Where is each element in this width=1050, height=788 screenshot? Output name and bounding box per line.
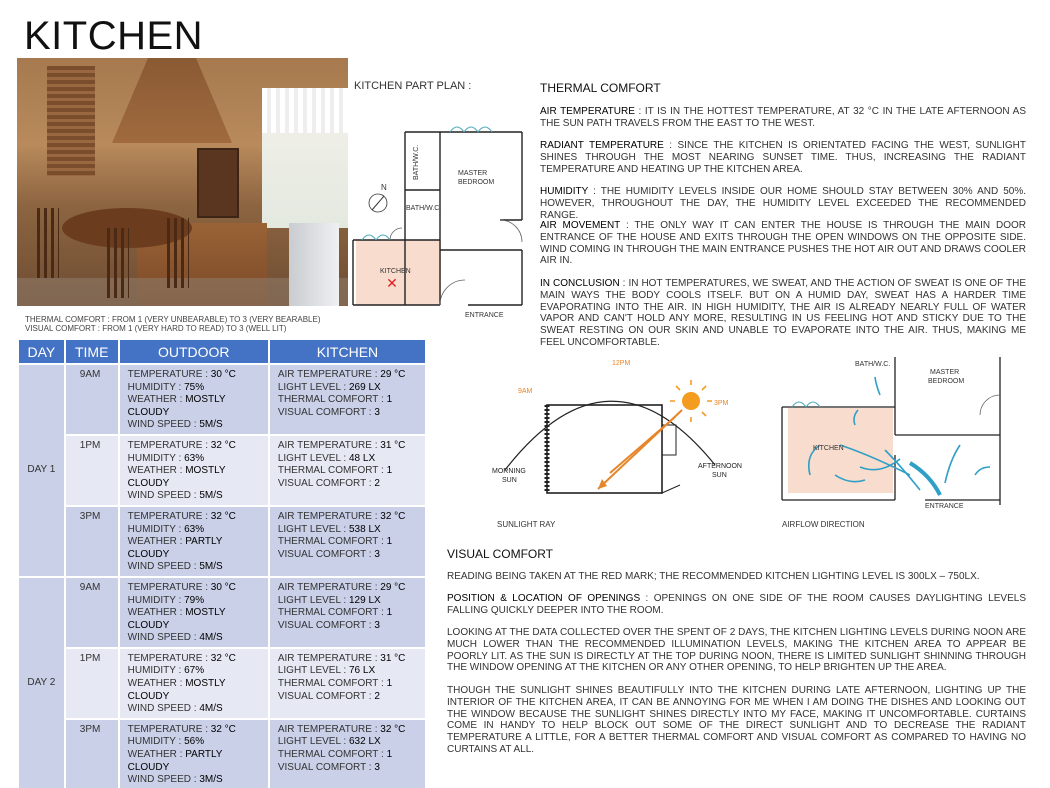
label-3pm: 3PM — [714, 400, 729, 407]
outdoor-reading: WIND SPEED : 4M/S — [127, 703, 223, 715]
kitchen-reading: AIR TEMPERATURE : 31 °C — [277, 652, 406, 664]
kitchen-reading: LIGHT LEVEL : 129 LX — [277, 594, 381, 606]
air-temperature-paragraph: AIR TEMPERATURE : IT IS IN THE HOTTEST TEMPERATURE, AT 32 °C IN THE LATE AFTERNOON AS THE SUN PATH TRAVELS FROM THE EAST TO THE WEST. — [540, 106, 1026, 129]
north-arrow-icon — [369, 194, 387, 212]
kitchen-reading: AIR TEMPERATURE : 31 °C — [277, 439, 406, 451]
svg-text:SUN: SUN — [712, 472, 727, 479]
airflow-caption: AIRFLOW DIRECTION — [782, 520, 865, 529]
airflow-diagram — [780, 355, 1010, 515]
outdoor-readings-cell — [119, 577, 269, 648]
outdoor-reading: TEMPERATURE : 32 °C — [127, 723, 236, 735]
table-row — [18, 364, 426, 435]
plan-entrance-label: ENTRANCE — [465, 312, 504, 319]
page-title: KITCHEN — [24, 14, 204, 58]
measurement-table — [17, 338, 427, 788]
kitchen-readings-cell — [269, 364, 426, 435]
air-movement-paragraph: AIR MOVEMENT : THE ONLY WAY IT CAN ENTER THE HOUSE IS THROUGH THE MAIN DOOR ENTRANCE OF THE HOUSE AND EXITS THROUGH THE OPEN WINDOWS ON THE OPPOSITE SIDE. WIND COMING IN THROUGH THE MAIN ENTRANCE PUSHES THE HOT AIR OUT AND DRAWS COOLER AIR IN. — [540, 220, 1026, 267]
plan-master-label: MASTER — [458, 170, 488, 177]
thermal-comfort-heading: THERMAL COMFORT — [540, 81, 661, 95]
plan-master-label-2: BEDROOM — [458, 179, 495, 186]
kitchen-reading: LIGHT LEVEL : 632 LX — [277, 736, 381, 748]
photo-curtain — [262, 88, 348, 133]
time-cell: 3PM — [65, 506, 119, 577]
column-header-day: DAY — [18, 339, 65, 364]
outdoor-reading: TEMPERATURE : 32 °C — [127, 439, 236, 451]
outdoor-reading: WIND SPEED : 5M/S — [127, 419, 223, 431]
table-row — [18, 435, 426, 506]
day-cell: DAY 2 — [18, 577, 65, 788]
outdoor-reading: WEATHER : PARTLY CLOUDY — [127, 749, 223, 773]
label-9am: 9AM — [518, 388, 533, 395]
outdoor-reading: HUMIDITY : 75% — [127, 381, 205, 393]
radiant-temperature-paragraph: RADIANT TEMPERATURE : SINCE THE KITCHEN IS ORIENTATED FACING THE WEST, SUNLIGHT SHINES THROUGH THE MOST NEARING SUNSET TIME. THUS, INCREASING THE RADIANT TEMPERATURE AND HEATING UP THE KITCHEN AREA. — [540, 140, 1026, 175]
kitchen-reading: VISUAL COMFORT : 3 — [277, 619, 380, 631]
photo-chair — [167, 218, 189, 288]
kitchen-readings-cell — [269, 648, 426, 719]
visual-comfort-heading: VISUAL COMFORT — [447, 547, 554, 561]
kitchen-reading: THERMAL COMFORT : 1 — [277, 536, 393, 548]
svg-text:SUN: SUN — [502, 477, 517, 484]
kitchen-readings-cell — [269, 719, 426, 788]
column-header-kitchen: KITCHEN — [269, 339, 426, 364]
kitchen-reading: VISUAL COMFORT : 3 — [277, 406, 380, 418]
outdoor-reading: HUMIDITY : 67% — [127, 665, 205, 677]
day-cell: DAY 1 — [18, 364, 65, 577]
kitchen-reading: VISUAL COMFORT : 3 — [277, 548, 380, 560]
conclusion-paragraph: IN CONCLUSION : IN HOT TEMPERATURES, WE SWEAT, AND THE ACTION OF SWEAT IS ONE OF THE MAIN WAYS THE BODY COOLS ITSELF. BUT ON A HUMID DAY, SWEAT HAS A HARDER TIME EVAPORATING INTO THE AIR. IN HIGH HUMIDITY, THE AIR IS ALREADY NEARLY FULL OF WATER VAPOR AND CAN'T HOLD ANY MORE, RESULTING IN US FEELING HOT AND STICKY DUE TO THE SWEAT RESTING ON OUR SKIN AND UNABLE TO EVAPORATE INTO THE AIR. THUS, MAKING ME FEEL UNCOMFORTABLE. — [540, 278, 1027, 348]
label-12pm: 12PM — [612, 360, 631, 367]
sun-path-diagram — [490, 355, 750, 515]
outdoor-readings-cell — [119, 506, 269, 577]
table-row — [18, 648, 426, 719]
outdoor-readings-cell — [119, 648, 269, 719]
column-header-outdoor: OUTDOOR — [119, 339, 269, 364]
air-bath-label: BATH/W.C. — [855, 361, 891, 368]
plan-bath-label-2: BATH/W.C. — [406, 205, 442, 212]
sunlight-ray-caption: SUNLIGHT RAY — [497, 520, 556, 529]
outdoor-reading: WEATHER : MOSTLY CLOUDY — [127, 465, 226, 489]
kitchen-reading: LIGHT LEVEL : 538 LX — [277, 523, 381, 535]
kitchen-readings-cell — [269, 506, 426, 577]
kitchen-readings-cell — [269, 577, 426, 648]
air-master-label: MASTER — [930, 369, 960, 376]
kitchen-reading: LIGHT LEVEL : 48 LX — [277, 452, 376, 464]
plan-kitchen-label: KITCHEN — [380, 268, 411, 275]
time-cell: 1PM — [65, 435, 119, 506]
kitchen-reading: LIGHT LEVEL : 269 LX — [277, 381, 381, 393]
kitchen-reading: VISUAL COMFORT : 2 — [277, 477, 380, 489]
morning-sun-label: MORNING — [492, 468, 526, 475]
kitchen-readings-cell — [269, 435, 426, 506]
time-cell: 3PM — [65, 719, 119, 788]
outdoor-reading: TEMPERATURE : 32 °C — [127, 652, 236, 664]
kitchen-reading: AIR TEMPERATURE : 32 °C — [277, 510, 406, 522]
outdoor-reading: TEMPERATURE : 30 °C — [127, 581, 236, 593]
outdoor-reading: WEATHER : MOSTLY CLOUDY — [127, 607, 226, 631]
air-entrance-label: ENTRANCE — [925, 503, 964, 510]
photo-spice-rack — [197, 148, 239, 218]
kitchen-reading: AIR TEMPERATURE : 29 °C — [277, 581, 406, 593]
photo-chair — [37, 208, 59, 278]
air-kitchen-label: KITCHEN — [813, 445, 844, 452]
outdoor-reading: WEATHER : PARTLY CLOUDY — [127, 536, 223, 560]
outdoor-reading: HUMIDITY : 79% — [127, 594, 205, 606]
table-header-row — [18, 339, 426, 364]
plan-bath-label-1: BATH/W.C. — [413, 144, 420, 180]
kitchen-photo — [17, 58, 348, 306]
kitchen-reading: THERMAL COMFORT : 1 — [277, 465, 393, 477]
photo-water-dispenser — [289, 223, 339, 306]
outdoor-reading: WIND SPEED : 3M/S — [127, 774, 223, 786]
table-row — [18, 719, 426, 788]
outdoor-reading: HUMIDITY : 63% — [127, 523, 205, 535]
photo-range-hood — [112, 58, 232, 143]
kitchen-reading: VISUAL COMFORT : 2 — [277, 690, 380, 702]
outdoor-reading: WEATHER : MOSTLY CLOUDY — [127, 394, 226, 418]
kitchen-reading: AIR TEMPERATURE : 29 °C — [277, 369, 406, 380]
north-label: N — [381, 183, 387, 192]
reading-paragraph: READING BEING TAKEN AT THE RED MARK; THE RECOMMENDED KITCHEN LIGHTING LEVEL IS 300LX – 750LX. — [447, 571, 980, 582]
kitchen-reading: THERMAL COMFORT : 1 — [277, 749, 393, 761]
table-row — [18, 506, 426, 577]
kitchen-reading: THERMAL COMFORT : 1 — [277, 394, 393, 406]
table-row — [18, 577, 426, 648]
time-cell: 9AM — [65, 577, 119, 648]
column-header-time: TIME — [65, 339, 119, 364]
curtain-paragraph: THOUGH THE SUNLIGHT SHINES BEAUTIFULLY INTO THE KITCHEN DURING LATE AFTERNOON, LIGHTING UP THE INTERIOR OF THE KITCHEN AREA, IT CAN BE ANNOYING FOR ME WHEN I AM DOING THE DISHES AND LOOKING OUT THE WINDOW BECAUSE THE SUNLIGHT SHINES DIRECTLY INTO MY FACE, MAKING IT UNCOMFORTABLE. CURTAINS COME IN HANDY TO HELP BLOCK OUT SOME OF THE DIRECT SUNLIGHT AND TO DECREASE THE RADIANT TEMPERATURE A LITTLE, FOR A BETTER THERMAL COMFORT AND VISUAL COMFORT AS COMPARED TO HAVING NO CURTAINS AT ALL. — [447, 685, 1026, 755]
outdoor-reading: HUMIDITY : 56% — [127, 736, 205, 748]
reading-mark-icon: ✕ — [386, 275, 398, 291]
kitchen-reading: VISUAL COMFORT : 3 — [277, 761, 380, 773]
kitchen-reading: LIGHT LEVEL : 76 LX — [277, 665, 376, 677]
visual-scale-note: VISUAL COMFORT : FROM 1 (VERY HARD TO READ) TO 3 (WELL LIT) — [25, 324, 287, 333]
outdoor-reading: TEMPERATURE : 32 °C — [127, 510, 236, 522]
kitchen-part-plan — [350, 110, 530, 320]
outdoor-reading: WIND SPEED : 5M/S — [127, 490, 223, 502]
outdoor-readings-cell — [119, 435, 269, 506]
outdoor-reading: WEATHER : MOSTLY CLOUDY — [127, 678, 226, 702]
photo-shutter — [47, 66, 95, 176]
kitchen-reading: THERMAL COMFORT : 1 — [277, 607, 393, 619]
svg-text:BEDROOM: BEDROOM — [928, 378, 965, 385]
kitchen-reading: THERMAL COMFORT : 1 — [277, 678, 393, 690]
humidity-paragraph: HUMIDITY : THE HUMIDITY LEVELS INSIDE OUR HOME SHOULD STAY BETWEEN 30% AND 50%. HOWEVER, THROUGHOUT THE DAY, THE HUMIDITY LEVEL EXCEEDED THE RECOMMENDED RANGE. — [540, 186, 1026, 221]
outdoor-readings-cell — [119, 364, 269, 435]
outdoor-reading: HUMIDITY : 63% — [127, 452, 205, 464]
outdoor-reading: TEMPERATURE : 30 °C — [127, 369, 236, 380]
time-cell: 9AM — [65, 364, 119, 435]
outdoor-reading: WIND SPEED : 5M/S — [127, 561, 223, 573]
plan-label: KITCHEN PART PLAN : — [354, 80, 472, 92]
afternoon-sun-label: AFTERNOON — [698, 463, 742, 470]
outdoor-readings-cell — [119, 719, 269, 788]
lighting-data-paragraph: LOOKING AT THE DATA COLLECTED OVER THE SPENT OF 2 DAYS, THE KITCHEN LIGHTING LEVELS DURING NOON ARE MUCH LOWER THAN THE RECOMMENDED ILLUMINATION LEVELS, MAKING THE KITCHEN AREA TO APPEAR BE POORLY LIT. AS THE SUN IS DIRECTLY AT THE TOP DURING NOON, THERE IS LIMITED SUNLIGHT SHINNING THROUGH THE WINDOW OPENING AT THE KITCHEN OR ANY OTHER OPENING, TO HELP BRIGHTEN UP THE AREA. — [447, 627, 1026, 674]
openings-paragraph: POSITION & LOCATION OF OPENINGS : OPENINGS ON ONE SIDE OF THE ROOM CAUSES DAYLIGHTING LEVELS FALLING QUICKLY DEEPER INTO THE ROOM. — [447, 593, 1026, 616]
thermal-scale-note: THERMAL COMFORT : FROM 1 (VERY UNBEARABLE) TO 3 (VERY BEARABLE) — [25, 315, 321, 324]
kitchen-reading: AIR TEMPERATURE : 32 °C — [277, 723, 406, 735]
time-cell: 1PM — [65, 648, 119, 719]
outdoor-reading: WIND SPEED : 4M/S — [127, 632, 223, 644]
photo-chair — [107, 228, 129, 298]
